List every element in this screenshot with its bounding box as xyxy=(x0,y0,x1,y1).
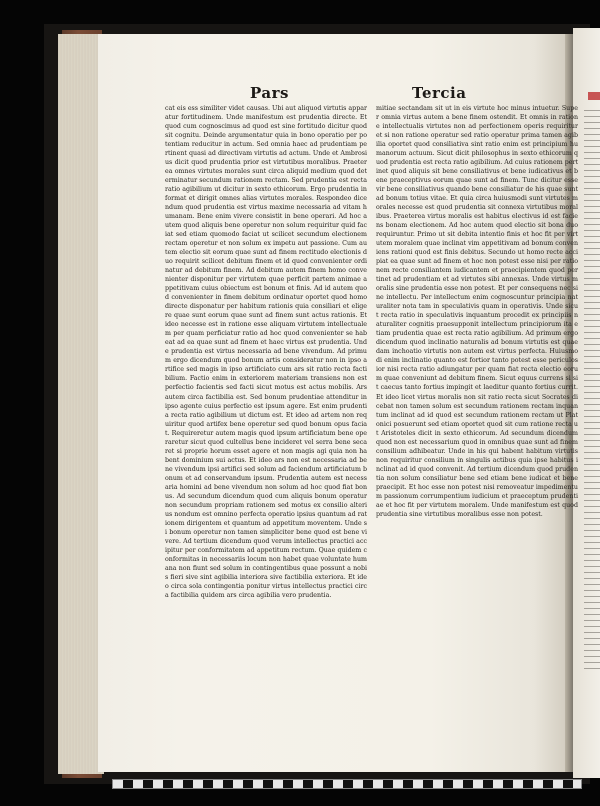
text-column-right xyxy=(376,104,578,726)
column-text: cat eis ess similiter videt causas. Ubi aut aliquod virtutis apparatur fortitudinem. Unde manifestum est prudentia directe. Et quod cum cognoscimus ad quod est sine fortitudo dicitur quod sit cognitu. Deinde argumentatur quia in bono operatio per potentiam reducitur in actum. Sed omnia haec ad prudentiam pertinent quasi ad directivam virtutis ad actum. Unde et Ambrosius dicit quod prudentia prior est virtutibus moralibus. Praeterea omnes virtutes morales sunt circa aliquid medium quod determinatur secundum rationem rectam. Sed prudentia est recta ratio agibilium ut dicitur in sexto ethicorum. Ergo prudentia informat et dirigit omnes alias virtutes morales. Respondeo dicendum quod prudentia est virtus maxime necessaria ad vitam humanam. Bene enim vivere consistit in bene operari. Ad hoc autem quod aliquis bene operetur non solum requiritur quid faciat sed etiam quomodo faciat ut scilicet secundum electionem rectam operetur et non solum ex impetu aut passione. Cum autem electio sit eorum quae sunt ad finem rectitudo electionis duo requirit scilicet debitum finem et id quod convenienter ordinatur ad debitum finem. Ad debitum autem finem homo convenienter disponitur per virtutem quae perficit partem animae appetitivam cuius obiectum est bonum et finis. Ad id autem quod convenienter in finem debitum ordinatur oportet quod homo directe disponatur per habitum rationis quia consiliari et eligere quae sunt eorum quae sunt ad finem sunt actus rationis. Et ideo necesse est in ratione esse aliquam virtutem intellectualem per quam perficiatur ratio ad hoc quod convenienter se habeat ad ea quae sunt ad finem et haec virtus est prudentia. Unde prudentia est virtus necessaria ad bene vivendum. Ad primum ergo dicendum quod bonum artis consideratur non in ipso artifice sed magis in ipso artificiato cum ars sit ratio recta factibilium. Factio enim in exteriorem materiam transiens non est perfectio facientis sed facti sicut motus est actus mobilis. Ars autem circa factibilia est. Sed bonum prudentiae attenditur in ipso agente cuius perfectio est ipsum agere. Est enim prudentia recta ratio agibilium ut dictum est. Et ideo ad artem non requiritur quod artifex bene operetur sed quod bonum opus faciat. Requireretur autem magis quod ipsum artificiatum bene operaretur sicut quod cultellus bene incideret vel serra bene secaret si proprie horum esset agere et non magis agi quia non habent dominium sui actus. Et ideo ars non est necessaria ad bene vivendum ipsi artifici sed solum ad faciendum artificiatum bonum et ad conservandum ipsum. Prudentia autem est necessaria homini ad bene vivendum non solum ad hoc quod fiat bonus. Ad secundum dicendum quod cum aliquis bonum operatur non secundum propriam rationem sed motus ex consilio alterius nondum est omnino perfecta operatio ipsius quantum ad rationem dirigentem et quantum ad appetitum moventem. Unde si bonum operetur non tamen simpliciter bene quod est bene vivere. Ad tertium dicendum quod verum intellectus practici accipitur per conformitatem ad appetitum rectum. Quae quidem conformitas in necessariis locum non habet quae voluntate humana non fiunt sed solum in contingentibus quae possunt a nobis fieri sive sint agibilia interiora sive factibilia exteriora. Et ideo circa sola contingentia ponitur virtus intellectus practici circa factibilia quidem ars circa agibilia vero prudentia. xyxy=(165,105,367,599)
column-text: mitiae sectandam sit ut in eis virtute hoc minus intuetur. Super omnia virtus autem a bene finem ostendit. Et omnis in ratione intellectualis virtutes non ad perfectionem operis requiritur et si non ratione operatur sed ratio operatur prima tamen agibilia oportet quod consiliativa sint ratio enim est principium humanorum actuum. Sicut dicit philosophus in sexto ethicorum quod prudentia est recta ratio agibilium. Ad cuius rationem pertinet quod aliquis sit bene consiliativus et bene iudicativus et bene praeceptivus eorum quae sunt ad finem. Tunc dicitur esse vir bene consiliativus quando bene consiliatur de his quae sunt ad bonum totius vitae. Et quia circa huiusmodi sunt virtutes morales necesse est quod prudentia sit connexa virtutibus moralibus. Praeterea virtus moralis est habitus electivus id est faciens bonam electionem. Ad hoc autem quod electio sit bona duo requiruntur. Primo ut sit debita intentio finis et hoc fit per virtutem moralem quae inclinat vim appetitivam ad bonum conveniens rationi quod est finis debitus. Secundo ut homo recte accipiat ea quae sunt ad finem et hoc non potest esse nisi per rationem recte consiliantem iudicantem et praecipientem quod pertinet ad prudentiam et ad virtutes sibi annexas. Unde virtus moralis sine prudentia esse non potest. Et per consequens nec sine intellectu. Per intellectum enim cognoscuntur principia naturaliter nota tam in speculativis quam in operativis. Unde sicut recta ratio in speculativis inquantum procedit ex principiis naturaliter cognitis praesupponit intellectum principiorum ita etiam prudentia quae est recta ratio agibilium. Ad primum ergo dicendum quod inclinatio naturalis ad bonum virtutis est quaedam inchoatio virtutis non autem est virtus perfecta. Huiusmodi enim inclinatio quanto est fortior tanto potest esse periculosior nisi recta ratio adiungatur per quam fiat recta electio eorum quae conveniunt ad debitum finem. Sicut equus currens si sit caecus tanto fortius impingit et laeditur quanto fortius currit. Et ideo licet virtus moralis non sit ratio recta sicut Socrates dicebat non tamen solum est secundum rationem rectam inquantum inclinat ad id quod est secundum rationem rectam ut Platonici posuerunt sed etiam oportet quod sit cum ratione recta ut Aristoteles dicit in sexto ethicorum. Ad secundum dicendum quod non est necessarium quod in omnibus quae sunt ad finem consilium adhibeatur. Unde in his qui habent habitum virtutis non requiritur consilium in singulis actibus quia ipse habitus inclinat ad id quod convenit. Ad tertium dicendum quod prudentia non solum consiliatur bene sed etiam bene iudicat et bene praecipit. Et hoc esse non potest nisi removeatur impedimentum passionum corrumpentium iudicium et praeceptum prudentiae et hoc fit per virtutem moralem. Unde manifestum est quod prudentia sine virtutibus moralibus esse non potest. xyxy=(376,105,578,518)
running-head-left: Pars xyxy=(250,84,289,102)
rubrication-mark xyxy=(588,92,600,100)
running-head-right: Tercia xyxy=(412,84,467,102)
color-scale-bar xyxy=(112,779,582,789)
text-column-left xyxy=(165,104,367,726)
right-page-text-lines xyxy=(584,110,600,670)
